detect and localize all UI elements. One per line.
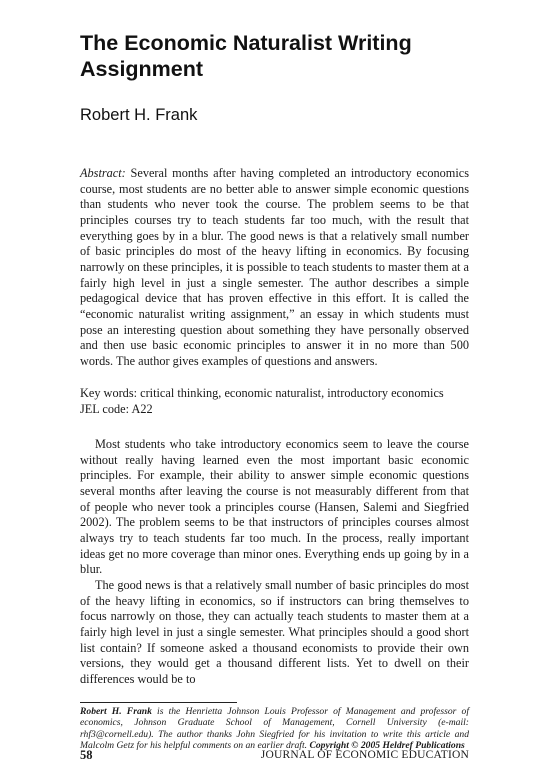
abstract [80,166,469,370]
abstract-text: Several months after having completed an introductory economics course, most students are no better able to answer simple economic questions than students who never took the course. The problem seems to be that principles courses try to teach students far too much, with the result that everything goes by in a blur. The good news is that a relatively small number of basic principles do most of the heavy lifting in economics. By focusing narrowly on these principles, it is possible to teach students to master them at a fairly high level in just a single semester. The author describes a simple pedagogical device that has proven effective in this effort. It is called the “economic naturalist writing assignment,” an essay in which students must pose an interesting question about something they have personally observed and then use basic economic principles to answer it in no more than 500 words. The author gives examples of questions and answers. [80,166,469,368]
jel-code: JEL code: A22 [80,401,153,416]
page-number: 58 [80,748,93,762]
article-title: The Economic Naturalist Writing Assignment [80,31,412,81]
journal-name: JOURNAL OF ECONOMIC EDUCATION [260,749,469,761]
body-paragraph: Most students who take introductory economics seem to leave the course without really having learned even the most important basic economic principles. For example, their ability to answer simple economic questions several months after leaving the course is not measurably different from that of people who never took a principles course (Hansen, Salemi and Siegfried 2002). The problem seems to be that instructors of principles courses almost always try to teach students far too much. In the process, really important ideas get no more coverage than minor ones. Everything ends up going by in a blur. [80,437,469,577]
footnote-author: Robert H. Frank [80,706,152,717]
article-metadata [80,386,469,417]
keywords: Key words: critical thinking, economic naturalist, introductory economics [80,386,444,400]
body-paragraph: The good news is that a relatively small number of basic principles do most of the heavy lifting in economics, so if instructors can bring themselves to focus narrowly on those, they can actually teach students to master them at a fairly high level in just a single semester. What principles should a good short list contain? If someone asked a thousand economists to provide their own versions, they would get a thousand different lists. Yet to dwell on their differences would be to [80,577,469,686]
article-author: Robert H. Frank [80,106,198,124]
footnote-divider [80,702,237,703]
author-footnote [80,706,469,752]
footnote-text: is the Henrietta Johnson Louis Professor of Management and professor of economics, Johnson Graduate School of Management, Cornell University (e-mail: rhf3@cornell.edu). The author thanks John Siegfried for his invitation to write this article and Malcolm Getz for his helpful comments on an earlier draft. [80,706,469,752]
abstract-label: Abstract: [80,166,126,180]
article-body [80,437,469,688]
copyright-notice: Copyright © 2005 Heldref Publications [309,740,465,752]
